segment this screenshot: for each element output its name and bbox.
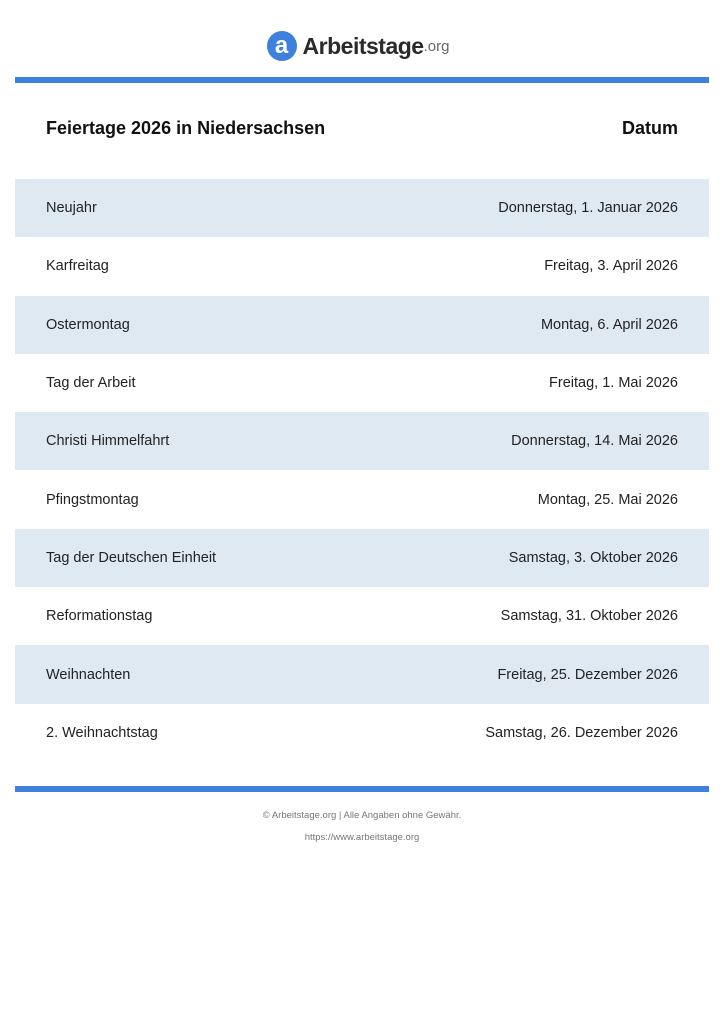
holiday-name: Karfreitag <box>46 258 109 275</box>
table-row <box>15 237 709 295</box>
page-title: Feiertage 2026 in Niedersachsen <box>46 118 326 138</box>
date-column-header: Datum <box>621 118 678 138</box>
holiday-date: Samstag, 3. Oktober 2026 <box>508 549 678 566</box>
logo-name: Arbeitstage <box>302 32 424 59</box>
holiday-name: Pfingstmontag <box>46 491 139 508</box>
table-row <box>15 645 709 703</box>
table-header <box>46 118 678 139</box>
table-row <box>15 704 709 762</box>
holiday-date: Montag, 6. April 2026 <box>540 316 678 333</box>
at-sign-logo-icon: a <box>267 31 297 61</box>
holiday-name: Ostermontag <box>46 316 130 333</box>
table-row <box>15 412 709 470</box>
holiday-name: Christi Himmelfahrt <box>46 433 170 450</box>
logo-tld: .org <box>423 37 450 55</box>
site-url: https://www.arbeitstage.org <box>304 832 420 843</box>
holiday-name: Tag der Deutschen Einheit <box>46 549 217 566</box>
holiday-date: Freitag, 3. April 2026 <box>544 258 678 275</box>
holiday-name: Tag der Arbeit <box>46 375 136 392</box>
holiday-date: Samstag, 31. Oktober 2026 <box>500 608 678 625</box>
holiday-name: Weihnachten <box>46 666 131 683</box>
table-row <box>15 179 709 237</box>
table-row <box>15 470 709 528</box>
table-row <box>15 529 709 587</box>
holiday-name: Reformationstag <box>46 608 153 625</box>
holiday-date: Samstag, 26. Dezember 2026 <box>485 724 678 741</box>
holiday-date: Montag, 25. Mai 2026 <box>537 491 678 508</box>
bottom-divider <box>15 786 709 792</box>
table-row <box>15 587 709 645</box>
holiday-date: Freitag, 1. Mai 2026 <box>549 375 678 392</box>
table-row <box>15 354 709 412</box>
top-divider <box>15 77 709 83</box>
holiday-name: 2. Weihnachtstag <box>46 724 158 741</box>
holiday-date: Donnerstag, 14. Mai 2026 <box>511 433 678 450</box>
holiday-date: Freitag, 25. Dezember 2026 <box>497 666 678 683</box>
site-logo <box>0 31 724 61</box>
copyright-notice: © Arbeitstage.org | Alle Angaben ohne Gewähr. <box>262 810 462 821</box>
footer <box>0 805 724 849</box>
table-row <box>15 296 709 354</box>
holiday-table <box>15 179 709 762</box>
holiday-name: Neujahr <box>46 200 97 217</box>
holiday-date: Donnerstag, 1. Januar 2026 <box>498 200 678 217</box>
